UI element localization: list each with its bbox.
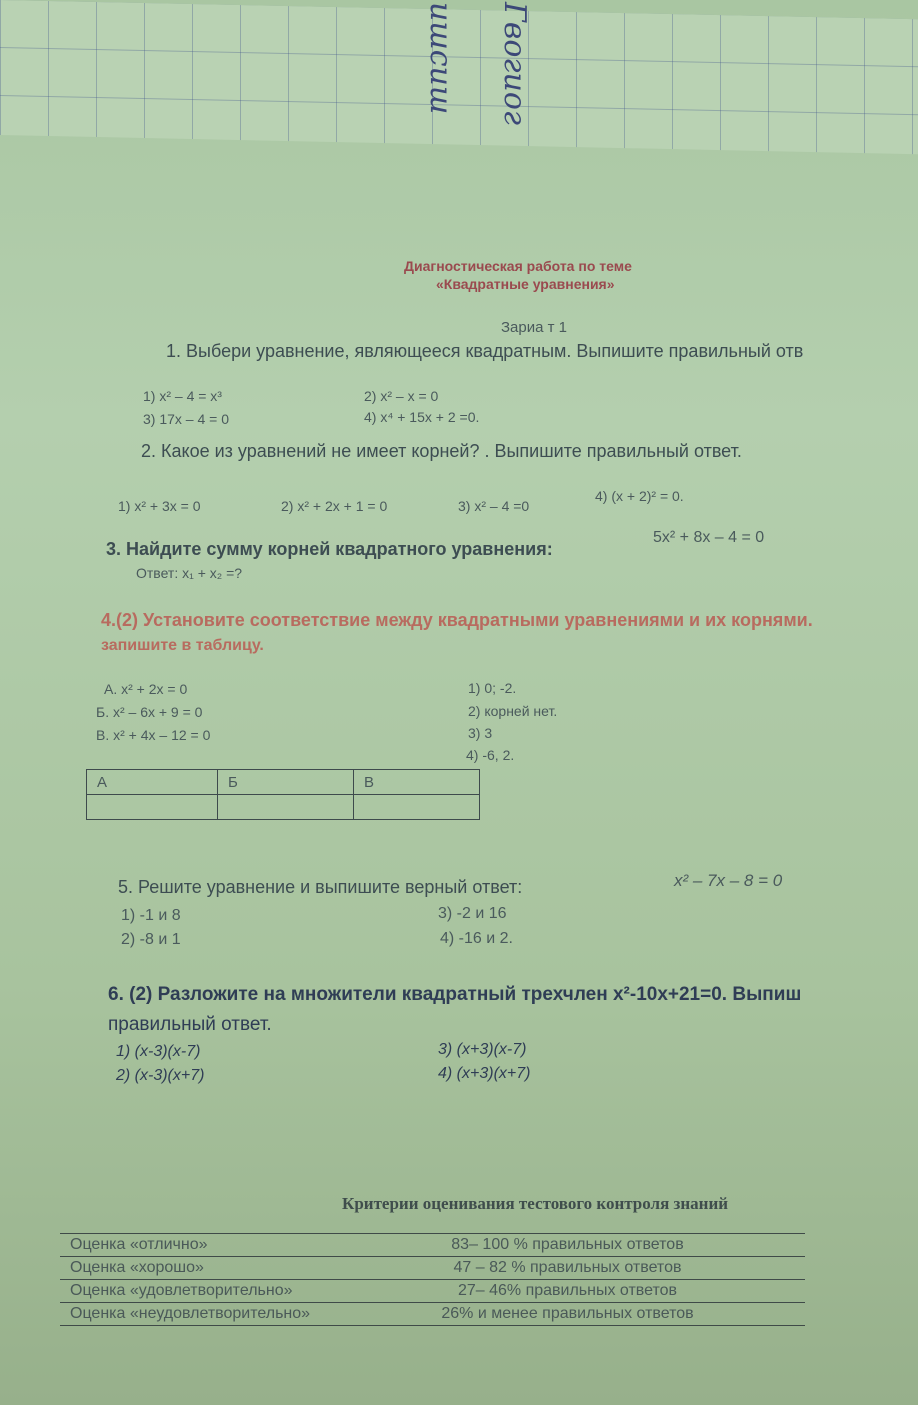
q4-root-1: 1) 0; -2.: [468, 680, 517, 696]
criteria-range: 26% и менее правильных ответов: [330, 1303, 805, 1326]
question-1: 1. Выбери уравнение, являющееся квадратным. Выпишите правильный отв: [166, 341, 804, 361]
criteria-grade: Оценка «отлично»: [60, 1234, 330, 1257]
question-6: 6. (2) Разложите на множители квадратный трехчлен x²-10x+21=0. Выпиш: [108, 984, 802, 1005]
q1-option-2: 2) x² – x = 0: [364, 388, 439, 404]
question-3: 3. Найдите сумму корней квадратного уравнения:: [106, 539, 553, 559]
q4-equation-c: В. x² + 4x – 12 = 0: [96, 727, 211, 743]
q5-option-4: 4) -16 и 2.: [440, 930, 513, 947]
q4-equation-b: Б. x² – 6x + 9 = 0: [96, 704, 203, 720]
q2-option-2: 2) x² + 2x + 1 = 0: [281, 498, 388, 514]
q2-option-1: 1) x² + 3x = 0: [118, 498, 201, 514]
criteria-grade: Оценка «удовлетворительно»: [60, 1280, 330, 1303]
criteria-grade: Оценка «неудовлетворительно»: [60, 1303, 330, 1326]
q4-root-4: 4) -6, 2.: [466, 747, 515, 763]
q2-option-4: 4) (x + 2)² = 0.: [595, 488, 684, 504]
handwritten-note-2: Гвогиог: [497, 2, 532, 126]
question-4: 4.(2) Установите соответствие между квадратными уравнениями и их корнями.: [101, 610, 813, 630]
q1-option-4: 4) x⁴ + 15x + 2 =0.: [364, 409, 480, 425]
criteria-range: 83– 100 % правильных ответов: [330, 1234, 805, 1257]
criteria-title: Критерии оценивания тестового контроля знаний: [342, 1194, 729, 1213]
answer-cell-b[interactable]: [218, 795, 354, 820]
q1-option-1: 1) x² – 4 = x³: [143, 388, 222, 404]
header-line-2: «Квадратные уравнения»: [436, 276, 615, 292]
criteria-table: [60, 1233, 805, 1326]
answer-table: [86, 769, 480, 820]
q3-answer: Ответ: x₁ + x₂ =?: [136, 565, 243, 581]
question-4-line-2: запишите в таблицу.: [101, 637, 264, 654]
criteria-range: 27– 46% правильных ответов: [330, 1280, 805, 1303]
variant-label: Зариа т 1: [501, 319, 568, 336]
q6-option-3: 3) (x+3)(x-7): [438, 1041, 527, 1058]
answer-table-header-a: A: [87, 770, 218, 795]
criteria-row: [60, 1303, 805, 1326]
q5-option-1: 1) -1 и 8: [121, 907, 181, 924]
question-6-line-2: правильный ответ.: [108, 1014, 272, 1035]
header-line-1: Диагностическая работа по теме: [404, 258, 632, 274]
q5-option-2: 2) -8 и 1: [121, 931, 181, 948]
q6-option-1: 1) (x-3)(x-7): [116, 1043, 201, 1060]
criteria-range: 47 – 82 % правильных ответов: [330, 1257, 805, 1280]
answer-table-header-v: В: [354, 770, 480, 795]
q3-equation: 5x² + 8x – 4 = 0: [653, 529, 765, 546]
q4-root-2: 2) корней нет.: [468, 703, 558, 719]
criteria-row: [60, 1234, 805, 1257]
handwritten-note-1: ишсиш: [423, 2, 458, 115]
q5-option-3: 3) -2 и 16: [438, 905, 507, 922]
notebook-grid-strip: [0, 0, 918, 154]
criteria-row: [60, 1257, 805, 1280]
q6-option-4: 4) (x+3)(x+7): [438, 1065, 531, 1082]
question-5: 5. Решите уравнение и выпишите верный ответ:: [118, 877, 523, 897]
q1-option-3: 3) 17x – 4 = 0: [143, 411, 230, 427]
q4-root-3: 3) 3: [468, 725, 493, 741]
q5-equation: x² – 7x – 8 = 0: [674, 871, 783, 890]
criteria-row: [60, 1280, 805, 1303]
q6-option-2: 2) (x-3)(x+7): [116, 1067, 205, 1084]
answer-cell-a[interactable]: [87, 795, 218, 820]
q2-option-3: 3) x² – 4 =0: [458, 498, 530, 514]
worksheet: [0, 135, 918, 1405]
criteria-grade: Оценка «хорошо»: [60, 1257, 330, 1280]
q4-equation-a: A. x² + 2x = 0: [104, 681, 188, 697]
question-2: 2. Какое из уравнений не имеет корней? . Выпишите правильный ответ.: [141, 441, 742, 461]
answer-table-header-b: Б: [218, 770, 354, 795]
answer-cell-v[interactable]: [354, 795, 480, 820]
